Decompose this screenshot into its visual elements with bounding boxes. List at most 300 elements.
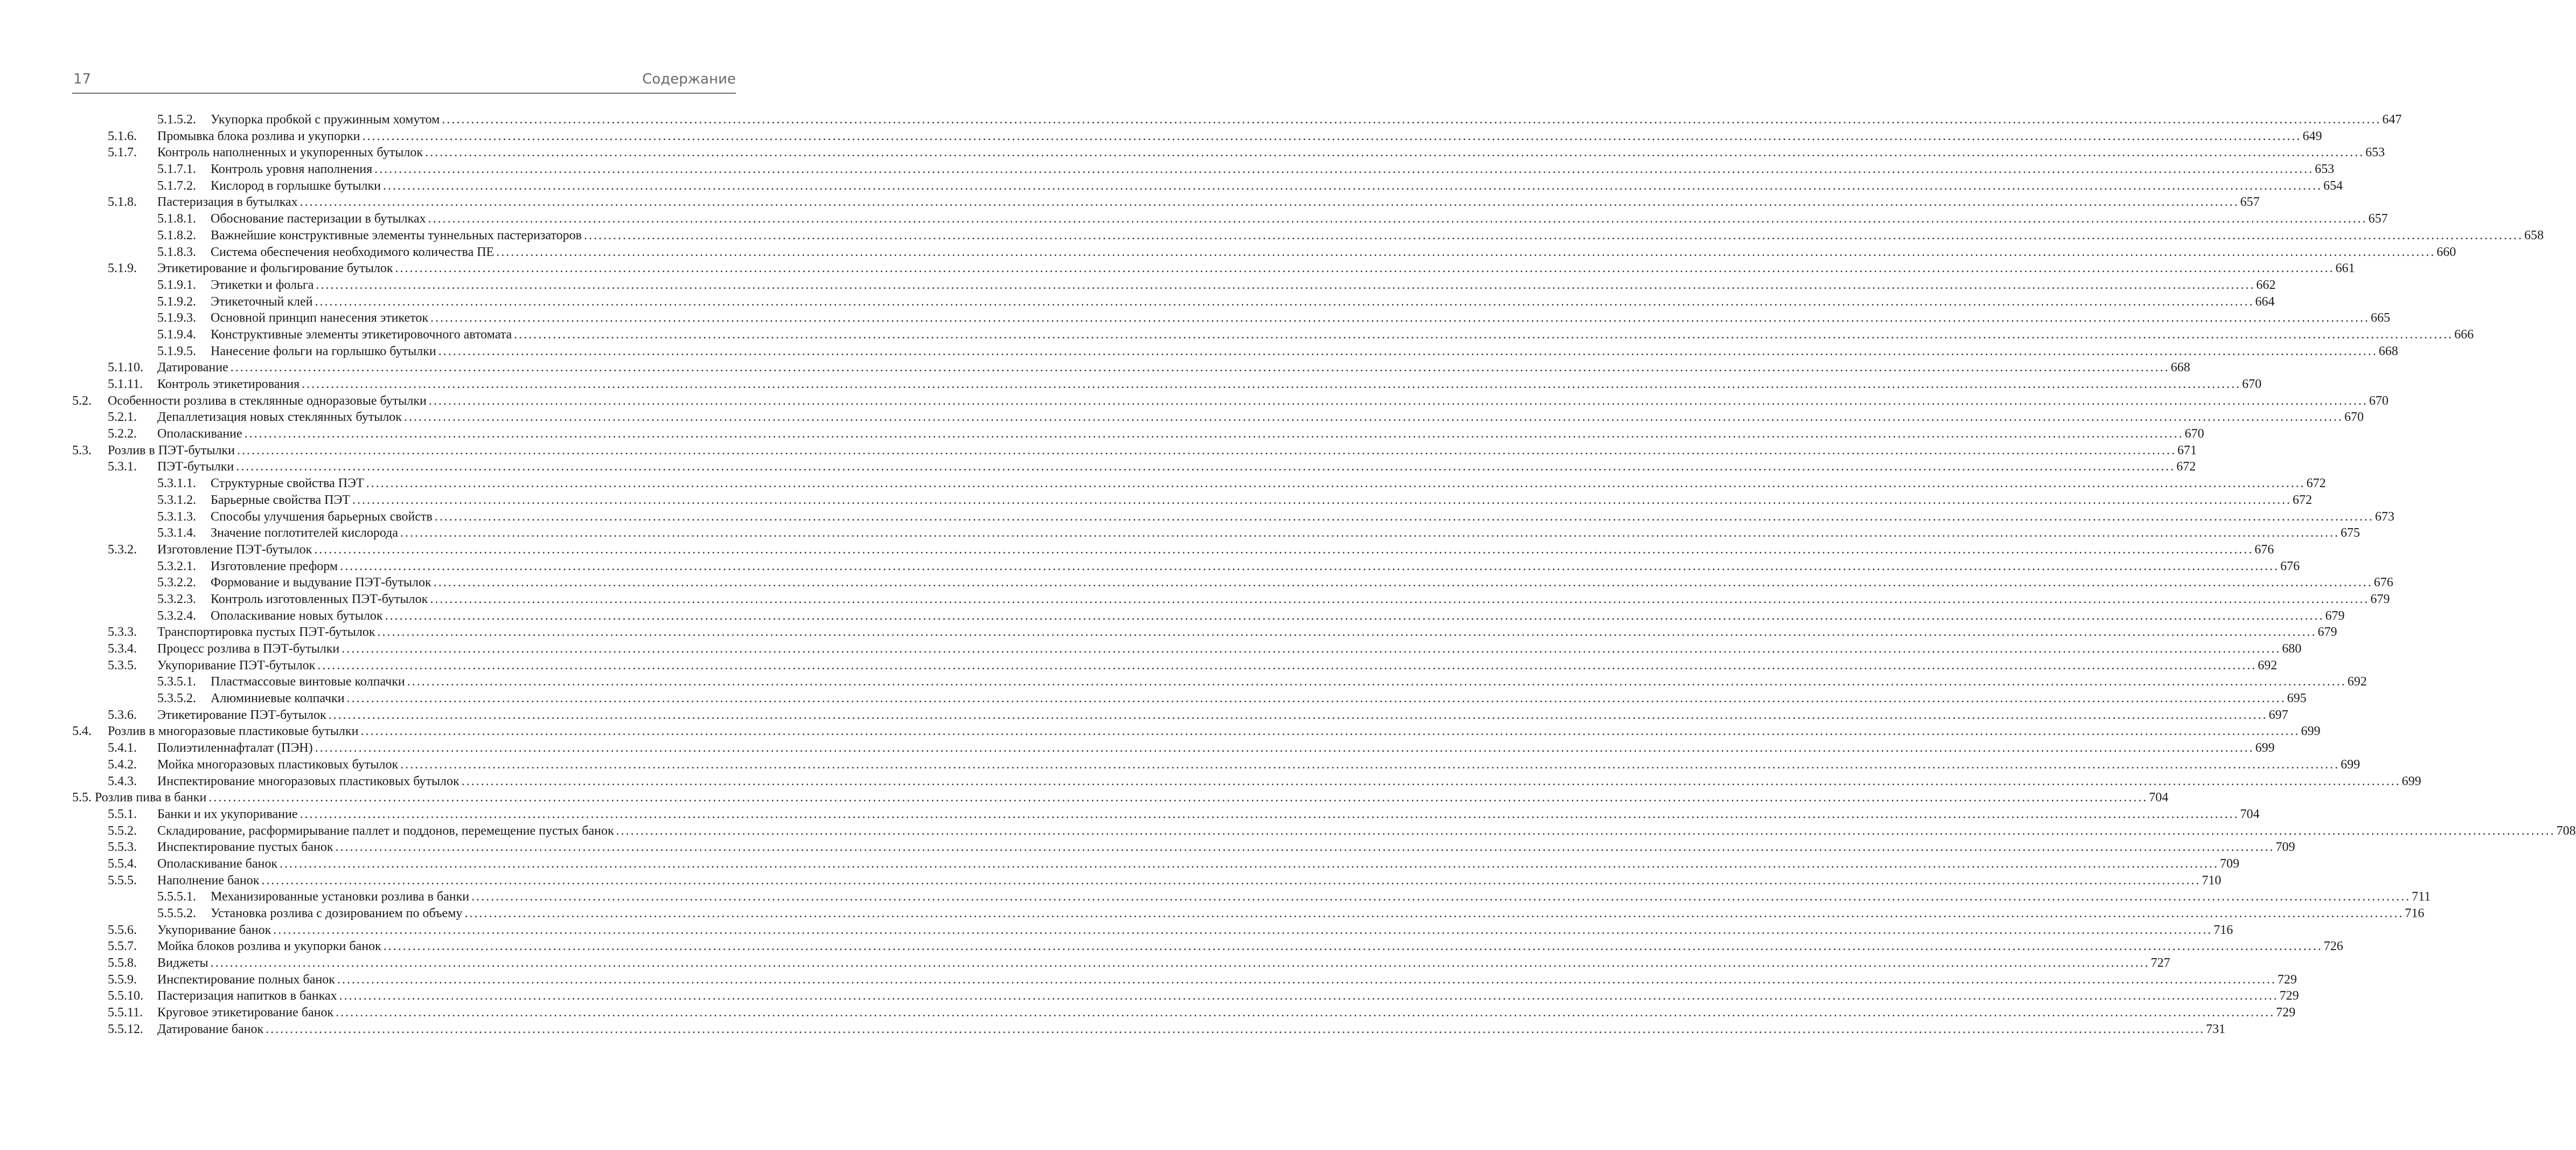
toc-entry-title: Этикетирование и фольгирование бутылок [157,261,393,276]
toc-entry-line [211,558,2300,575]
toc-entry-number: 5.3.1.1. [157,476,196,491]
toc-entry-page: 697 [2268,708,2288,722]
dot-leader: ................................................................................................................................................................................................................................................................................................................................................................................................................ [230,361,2170,375]
toc-entry [72,773,2421,790]
toc-entry-page: 660 [2436,245,2456,259]
dot-leader: ................................................................................................................................................................................................................................................................................................................................................................................................................ [438,344,2378,358]
toc-entry-line [211,475,2326,492]
toc-entry-page: 699 [2255,741,2275,756]
dot-leader: ................................................................................................................................................................................................................................................................................................................................................................................................................ [340,559,2280,573]
toc-entry-page: 670 [2369,393,2389,408]
toc-entry-number: 5.3.1.2. [157,493,196,507]
toc-entry-number: 5.3.1. [108,460,137,474]
toc-entry-line [211,574,2393,591]
toc-entry [72,343,2398,360]
toc-entry-line [157,757,2361,773]
toc-entry-number: 5.1.9.2. [157,294,196,309]
toc-entry-page: 672 [2176,460,2196,474]
toc-entry [72,260,2355,277]
toc-entry-page: 666 [2454,327,2474,342]
toc-entry-page: 665 [2371,311,2391,325]
toc-entry-number: 5.3.2.4. [157,608,196,623]
toc-entry-page: 699 [2301,724,2321,739]
toc-entry [72,194,2260,211]
dot-leader: ................................................................................................................................................................................................................................................................................................................................................................................................................ [236,460,2176,474]
toc-entry-number: 5.5.1. [108,807,137,821]
toc-entry-number: 5.4.1. [108,741,137,756]
toc-entry-page: 679 [2325,608,2345,623]
toc-entry-title: Контроль наполненных и укупоренных бутылок [157,146,423,160]
toc-entry [72,442,2197,459]
toc-entry-page: 671 [2177,443,2197,458]
toc-entry-line [157,938,2343,955]
toc-entry-page: 679 [2370,592,2390,606]
dot-leader: ................................................................................................................................................................................................................................................................................................................................................................................................................ [316,278,2255,292]
toc-entry-page: 670 [2184,427,2204,441]
toc-entry-line [157,773,2421,790]
toc-entry-number: 5.1.8.2. [157,228,196,243]
toc-entry-title: Способы улучшения барьерных свойств [211,509,433,524]
toc-entry [72,376,2262,393]
toc-entry-page: 673 [2375,509,2394,524]
toc-entry-number: 5.1.6. [108,129,137,143]
toc-entry-number: 5.3.6. [108,708,137,722]
toc-entry-number: 5.1.9.3. [157,311,196,325]
toc-entry [72,1021,2226,1038]
dot-leader: ................................................................................................................................................................................................................................................................................................................................................................................................................ [342,642,2281,656]
toc-entry-number: 5.2.2. [108,427,137,441]
toc-entry-title: Особенности розлива в стеклянные одноразовые бутылки [108,393,427,408]
toc-entry-number: 5.4. [72,724,92,739]
toc-entry-title: Розлив в многоразовые пластиковые бутылки [108,724,359,739]
toc-entry-title: Процесс розлива в ПЭТ-бутылки [157,642,340,656]
toc-entry-page: 727 [2150,956,2170,971]
dot-leader: ................................................................................................................................................................................................................................................................................................................................................................................................................ [280,856,2219,871]
toc-entry-title: Этикетирование ПЭТ-бутылок [157,708,326,722]
dot-leader: ................................................................................................................................................................................................................................................................................................................................................................................................................ [434,509,2374,524]
toc-entry-page: 676 [2280,559,2300,573]
toc-entry-line [211,525,2360,542]
toc-entry-title: Промывка блока розлива и укупорки [157,129,360,143]
toc-entry-page: 699 [2401,774,2421,788]
toc-entry-line [157,128,2322,145]
toc-entry [72,905,2425,922]
toc-entry-page: 731 [2206,1022,2226,1036]
toc-entry-page: 672 [2306,476,2326,491]
toc-entry-title: Кислород в горлышке бутылки [211,178,381,193]
toc-entry-title: Формование и выдувание ПЭТ-бутылок [211,576,431,590]
toc-entry-number: 5.3.2. [108,542,137,557]
toc-entry [72,161,2335,178]
toc-entry [72,988,2299,1004]
toc-entry [72,757,2361,773]
toc-entry-number: 5.3.2.1. [157,559,196,573]
toc-entry-number: 5.4.3. [108,774,137,788]
toc-entry-number: 5.5.7. [108,939,137,954]
toc-entry-number: 5.1.8.3. [157,245,196,259]
dot-leader: ................................................................................................................................................................................................................................................................................................................................................................................................................ [302,377,2241,391]
toc-entry-page: 692 [2258,658,2278,673]
dot-leader: ................................................................................................................................................................................................................................................................................................................................................................................................................ [464,906,2404,920]
toc-entry-page: 676 [2254,542,2274,557]
toc-entry-line [211,327,2474,343]
dot-leader: ................................................................................................................................................................................................................................................................................................................................................................................................................ [266,1022,2205,1036]
toc-entry-page: 675 [2341,526,2360,541]
toc-entry-line [157,409,2364,426]
toc-entry-page: 664 [2255,294,2275,309]
toc-entry-title: 5.5. Розлив пива в банки [72,791,207,805]
toc-entry-number: 5.1.8. [108,195,137,210]
toc-entry-number: 5.1.9.5. [157,344,196,358]
toc-entry [72,426,2204,442]
toc-entry-line [157,922,2233,939]
toc-entry-line [157,856,2240,872]
toc-entry-number: 5.1.7.1. [157,162,196,177]
toc-entry [72,277,2276,294]
toc-entry-title: Изготовление ПЭТ-бутылок [157,542,312,557]
toc-entry-line [211,889,2431,905]
toc-entry-number: 5.5.5. [108,873,137,888]
toc-entry-title: Нанесение фольги на горлышко бутылки [211,344,436,358]
dot-leader: ................................................................................................................................................................................................................................................................................................................................................................................................................ [428,393,2368,408]
toc-entry-title: Виджеты [157,956,208,971]
toc-entry-page: 657 [2368,212,2388,226]
dot-leader: ................................................................................................................................................................................................................................................................................................................................................................................................................ [385,608,2324,623]
toc-entry-line [211,227,2544,244]
toc-entry-page: 708 [2556,823,2576,838]
toc-entry [72,574,2393,591]
toc-entry-title: Важнейшие конструктивные элементы туннельных пастеризаторов [211,228,582,243]
toc-entry-line [108,442,2197,459]
toc-entry-line [157,641,2302,657]
toc-entry [72,856,2240,872]
toc-entry-title: Конструктивные элементы этикетировочного автомата [211,327,512,342]
toc-entry [72,509,2394,525]
toc-entry-line [211,509,2394,525]
toc-entry-number: 5.1.5.2. [157,113,196,127]
toc-entry [72,657,2278,674]
toc-entry [72,740,2275,757]
dot-leader: ................................................................................................................................................................................................................................................................................................................................................................................................................ [430,592,2370,606]
toc-entry-page: 654 [2323,178,2343,193]
toc-entry [72,839,2295,856]
toc-entry-number: 5.3.5.2. [157,691,196,706]
toc-entry-page: 729 [2279,989,2299,1003]
toc-entry-page: 716 [2405,906,2425,920]
toc-entry-title: Алюминиевые колпачки [211,691,345,706]
toc-entry-number: 5.3.2.3. [157,592,196,606]
toc-entry-page: 662 [2256,278,2276,292]
toc-entry-line [108,393,2389,410]
toc-entry-page: 709 [2220,856,2240,871]
toc-entry-title: Мойка блоков розлива и укупорки банок [157,939,381,954]
toc-entry-title: Контроль изготовленных ПЭТ-бутылок [211,592,428,606]
toc-entry-page: 680 [2282,642,2302,656]
toc-entry-title: Датирование банок [157,1022,264,1036]
toc-entry-number: 5.5.6. [108,923,137,937]
toc-entry-page: 729 [2276,1006,2296,1020]
toc-entry-line [157,459,2196,475]
toc-entry-title: Ополаскивание новых бутылок [211,608,383,623]
toc-entry-line [157,359,2190,376]
toc-entry-title: Пастеризация напитков в банках [157,989,337,1003]
toc-entry-line [157,426,2204,442]
toc-entry [72,1004,2296,1021]
dot-leader: ................................................................................................................................................................................................................................................................................................................................................................................................................ [496,245,2436,259]
toc-entry-line [211,310,2391,327]
toc-entry-line [72,789,2169,806]
toc-entry [72,409,2364,426]
toc-entry-line [157,823,2576,840]
dot-leader: ................................................................................................................................................................................................................................................................................................................................................................................................................ [377,625,2317,640]
toc-entry [72,558,2300,575]
toc-entry-number: 5.1.9.4. [157,327,196,342]
toc-entry-line [211,608,2345,625]
toc-entry-page: 653 [2315,162,2335,177]
dot-leader: ................................................................................................................................................................................................................................................................................................................................................................................................................ [430,311,2370,325]
toc-entry-page: 670 [2242,377,2262,391]
toc-entry-line [157,542,2274,558]
toc-entry-page: 709 [2275,840,2295,855]
dot-leader: ................................................................................................................................................................................................................................................................................................................................................................................................................ [366,476,2306,491]
toc-entry-line [211,690,2307,707]
toc-entry [72,359,2190,376]
toc-entry [72,310,2391,327]
dot-leader: ................................................................................................................................................................................................................................................................................................................................................................................................................ [244,427,2184,441]
dot-leader: ................................................................................................................................................................................................................................................................................................................................................................................................................ [208,791,2148,805]
toc-entry-title: Транспортировка пустых ПЭТ-бутылок [157,625,375,640]
toc-entry-title: Структурные свойства ПЭТ [211,476,364,491]
toc-entry-number: 5.5.11. [108,1006,143,1020]
toc-entry-number: 5.3.2.2. [157,576,196,590]
toc-entry-number: 5.1.9.1. [157,278,196,292]
toc-entry-number: 5.5.8. [108,956,137,971]
toc-entry-number: 5.5.10. [108,989,143,1003]
toc-entry-title: Розлив в ПЭТ-бутылки [108,443,235,458]
dot-leader: ................................................................................................................................................................................................................................................................................................................................................................................................................ [403,410,2343,425]
dot-leader: ................................................................................................................................................................................................................................................................................................................................................................................................................ [425,146,2365,160]
toc-entry [72,690,2307,707]
toc-entry [72,112,2402,128]
toc-entry-title: Система обеспечения необходимого количества ПЕ [211,245,495,259]
toc-entry [72,608,2345,625]
dot-leader: ................................................................................................................................................................................................................................................................................................................................................................................................................ [300,195,2239,210]
toc-entry-line [211,178,2343,195]
dot-leader: ................................................................................................................................................................................................................................................................................................................................................................................................................ [382,178,2322,193]
toc-entry [72,624,2337,641]
dot-leader: ................................................................................................................................................................................................................................................................................................................................................................................................................ [360,724,2300,739]
toc-entry-line [157,624,2337,641]
dot-leader: ................................................................................................................................................................................................................................................................................................................................................................................................................ [337,972,2276,987]
toc-entry-title: Контроль этикетирования [157,377,300,391]
toc-entry-line [211,591,2390,608]
dot-leader: ................................................................................................................................................................................................................................................................................................................................................................................................................ [616,823,2556,838]
toc-entry-number: 5.1.7. [108,146,137,160]
page-header [72,69,736,94]
dot-leader: ................................................................................................................................................................................................................................................................................................................................................................................................................ [471,890,2411,904]
toc-entry [72,972,2297,988]
toc-entry-line [211,905,2425,922]
dot-leader: ................................................................................................................................................................................................................................................................................................................................................................................................................ [383,939,2323,954]
toc-entry-page: 704 [2240,807,2260,821]
toc-entry-line [211,343,2398,360]
toc-entry-page: 670 [2344,410,2364,425]
dot-leader: ................................................................................................................................................................................................................................................................................................................................................................................................................ [346,691,2286,706]
dot-leader: ................................................................................................................................................................................................................................................................................................................................................................................................................ [395,261,2335,276]
toc-entry-line [157,707,2288,724]
dot-leader: ................................................................................................................................................................................................................................................................................................................................................................................................................ [300,807,2239,821]
dot-leader: ................................................................................................................................................................................................................................................................................................................................................................................................................ [407,675,2347,689]
toc-entry-line [211,161,2335,178]
toc-entry-page: 704 [2149,791,2169,805]
toc-entry [72,889,2431,905]
dot-leader: ................................................................................................................................................................................................................................................................................................................................................................................................................ [461,774,2401,788]
dot-leader: ................................................................................................................................................................................................................................................................................................................................................................................................................ [336,1006,2275,1020]
toc-entry [72,475,2326,492]
toc-entry-line [211,674,2367,690]
toc-entry-title: Изготовление преформ [211,559,338,573]
toc-entry-page: 710 [2202,873,2222,888]
toc-entry-number: 5.5.3. [108,840,137,855]
toc-entry-number: 5.3.3. [108,625,137,640]
toc-entry-title: Ополаскивание банок [157,856,278,871]
toc-entry [72,542,2274,558]
section-title: Содержание [642,71,736,87]
toc-entry-page: 668 [2378,344,2398,358]
toc-entry-line [211,112,2402,128]
toc-entry-number: 5.3.1.4. [157,526,196,541]
toc-entry-title: Контроль уровня наполнения [211,162,373,177]
toc-entry [72,938,2343,955]
toc-entry-title: Круговое этикетирование банок [157,1006,334,1020]
toc-entry [72,393,2389,410]
toc-entry [72,591,2390,608]
toc-entry-number: 5.3.5.1. [157,675,196,689]
toc-entry-line [157,1004,2296,1021]
toc-entry-number: 5.2. [72,393,92,408]
toc-entry [72,872,2222,889]
toc-entry-line [211,492,2312,509]
toc-entry [72,244,2456,261]
toc-entry-number: 5.2.1. [108,410,137,425]
toc-entry [72,144,2385,161]
toc-entry-title: Наполнение банок [157,873,260,888]
toc-entry-line [157,194,2260,211]
toc-entry [72,922,2233,939]
toc-entry [72,294,2275,310]
toc-entry [72,806,2260,823]
dot-leader: ................................................................................................................................................................................................................................................................................................................................................................................................................ [328,708,2268,722]
toc-entry-title: Укупоривание ПЭТ-бутылок [157,658,316,673]
toc-entry-line [108,723,2321,740]
toc-entry-line [211,244,2456,261]
toc-entry-title: Барьерные свойства ПЭТ [211,493,350,507]
toc-entry-title: Значение поглотителей кислорода [211,526,398,541]
dot-leader: ................................................................................................................................................................................................................................................................................................................................................................................................................ [433,576,2373,590]
dot-leader: ................................................................................................................................................................................................................................................................................................................................................................................................................ [374,162,2314,177]
toc-entry-line [157,972,2297,988]
toc-entry-title: Этикеточный клей [211,294,313,309]
dot-leader: ................................................................................................................................................................................................................................................................................................................................................................................................................ [339,989,2279,1003]
toc-entry-number: 5.1.10. [108,361,143,375]
toc-entry-page: 672 [2292,493,2312,507]
toc-entry-number: 5.1.8.1. [157,212,196,226]
table-of-contents [72,112,2576,1038]
dot-leader: ................................................................................................................................................................................................................................................................................................................................................................................................................ [315,294,2254,309]
toc-entry-line [211,211,2388,227]
dot-leader: ................................................................................................................................................................................................................................................................................................................................................................................................................ [352,493,2292,507]
toc-entry-title: ПЭТ-бутылки [157,460,234,474]
toc-entry-number: 5.3.5. [108,658,137,673]
toc-entry-number: 5.1.11. [108,377,143,391]
toc-entry-line [157,376,2262,393]
toc-entry-line [157,740,2275,757]
toc-entry-title: Складирование, расформирывание паллет и поддонов, перемещение пустых банок [157,823,614,838]
toc-entry [72,823,2576,840]
toc-entry-line [157,988,2299,1004]
toc-entry-page: 679 [2317,625,2337,640]
dot-leader: ................................................................................................................................................................................................................................................................................................................................................................................................................ [400,757,2340,772]
toc-entry-title: Датирование [157,361,228,375]
dot-leader: ................................................................................................................................................................................................................................................................................................................................................................................................................ [335,840,2275,855]
toc-entry-line [211,277,2276,294]
toc-entry [72,674,2367,690]
toc-entry-number: 5.5.5.1. [157,890,196,904]
dot-leader: ................................................................................................................................................................................................................................................................................................................................................................................................................ [583,228,2523,243]
toc-entry [72,211,2388,227]
toc-entry-title: Обоснование пастеризации в бутылках [211,212,426,226]
toc-entry-line [157,872,2222,889]
toc-entry-number: 5.5.9. [108,972,137,987]
toc-entry-page: 726 [2323,939,2343,954]
toc-entry-title: Установка розлива с дозированием по объему [211,906,463,920]
dot-leader: ................................................................................................................................................................................................................................................................................................................................................................................................................ [428,212,2368,226]
toc-entry-number: 5.3. [72,443,92,458]
toc-entry-number: 5.1.7.2. [157,178,196,193]
dot-leader: ................................................................................................................................................................................................................................................................................................................................................................................................................ [314,542,2254,557]
toc-entry [72,525,2360,542]
toc-entry-title: Механизированные установки розлива в банки [211,890,470,904]
toc-entry-title: Инспектирование полных банок [157,972,335,987]
dot-leader: ................................................................................................................................................................................................................................................................................................................................................................................................................ [514,327,2454,342]
toc-entry-title: Инспектирование пустых банок [157,840,333,855]
toc-entry-line [157,260,2355,277]
dot-leader: ................................................................................................................................................................................................................................................................................................................................................................................................................ [315,741,2254,756]
dot-leader: ................................................................................................................................................................................................................................................................................................................................................................................................................ [362,129,2302,143]
toc-entry-page: 649 [2302,129,2322,143]
toc-entry [72,492,2312,509]
toc-entry-page: 661 [2335,261,2355,276]
toc-entry-page: 695 [2287,691,2307,706]
toc-entry [72,707,2288,724]
toc-entry-page: 729 [2277,972,2297,987]
dot-leader: ................................................................................................................................................................................................................................................................................................................................................................................................................ [261,873,2201,888]
toc-entry-page: 711 [2412,890,2431,904]
toc-entry-page: 647 [2382,113,2402,127]
toc-entry [72,178,2343,195]
toc-entry-number: 5.5.12. [108,1022,143,1036]
toc-entry [72,723,2321,740]
toc-entry-line [157,806,2260,823]
dot-leader: ................................................................................................................................................................................................................................................................................................................................................................................................................ [317,658,2257,673]
toc-entry-line [157,839,2295,856]
toc-entry-line [157,1021,2226,1038]
toc-entry [72,955,2170,972]
dot-leader: ................................................................................................................................................................................................................................................................................................................................................................................................................ [442,113,2382,127]
toc-entry-title: Полиэтиленнафталат (ПЭН) [157,741,313,756]
toc-entry-title: Банки и их укупоривание [157,807,298,821]
toc-entry [72,789,2169,806]
